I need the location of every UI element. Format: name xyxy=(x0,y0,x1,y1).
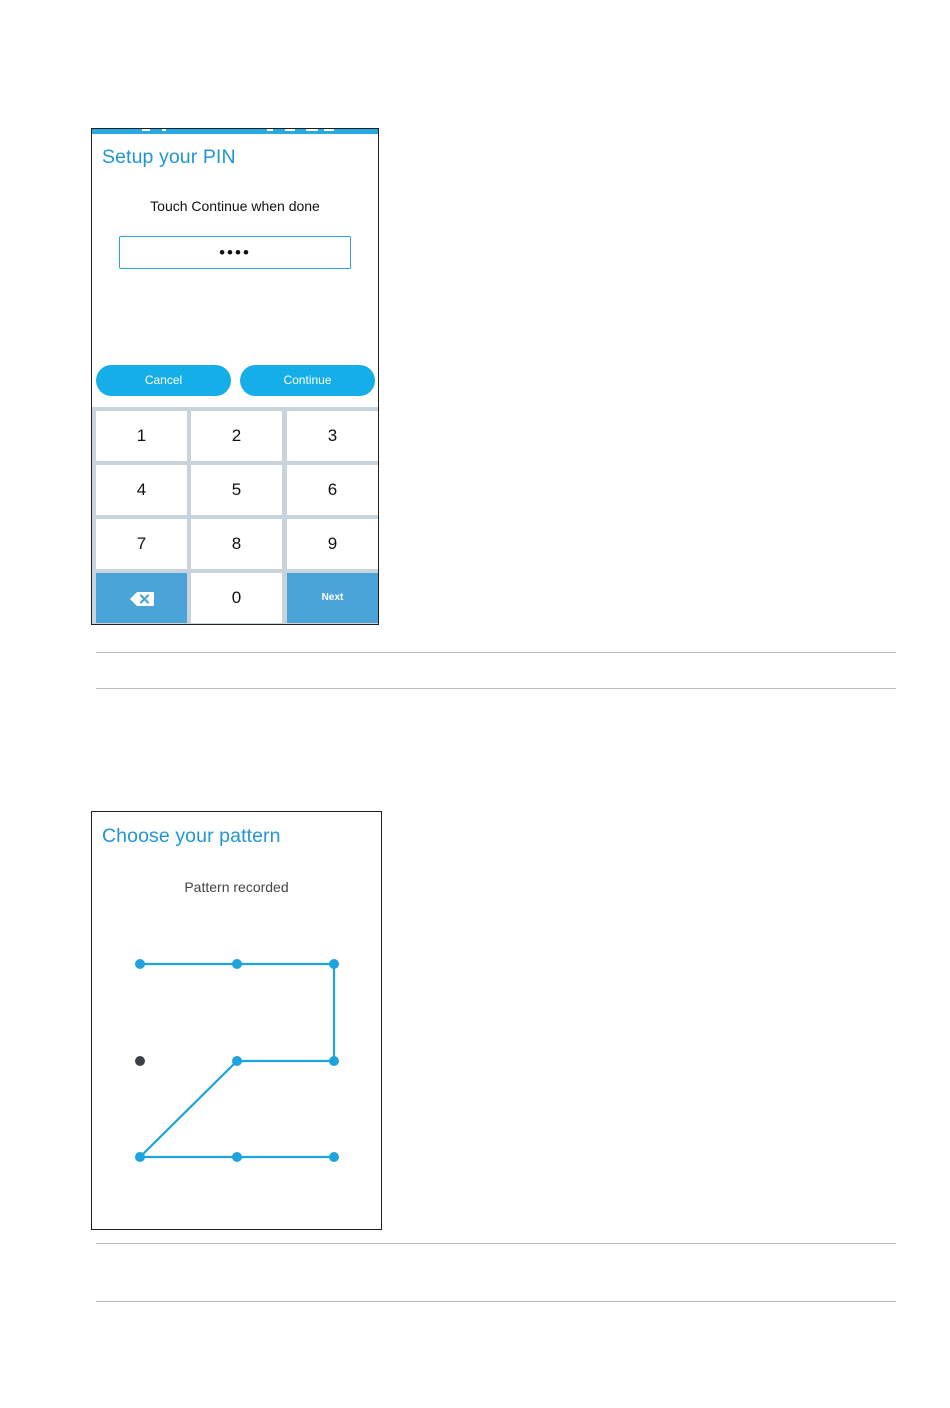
key-0[interactable]: 0 xyxy=(191,573,282,623)
instruction-text: Touch Continue when done xyxy=(150,198,320,214)
pattern-dot-2 xyxy=(232,959,242,969)
next-key[interactable]: Next xyxy=(287,573,378,623)
pattern-dot-1 xyxy=(135,959,145,969)
status-icon xyxy=(162,129,166,131)
backspace-key[interactable] xyxy=(96,573,187,623)
key-9[interactable]: 9 xyxy=(287,519,378,569)
pattern-dot-8 xyxy=(232,1152,242,1162)
key-3[interactable]: 3 xyxy=(287,411,378,461)
key-4[interactable]: 4 xyxy=(96,465,187,515)
key-2[interactable]: 2 xyxy=(191,411,282,461)
status-icon xyxy=(267,129,273,131)
pattern-setup-screen xyxy=(91,811,382,1230)
divider xyxy=(96,688,896,689)
pattern-dot-5 xyxy=(232,1056,242,1066)
status-icon xyxy=(285,129,295,131)
key-8[interactable]: 8 xyxy=(191,519,282,569)
numeric-keypad xyxy=(92,407,378,625)
cancel-button[interactable]: Cancel xyxy=(96,365,231,396)
page-title: Choose your pattern xyxy=(102,825,281,847)
status-icon xyxy=(306,129,318,131)
status-icon xyxy=(324,129,334,131)
pattern-dot-9 xyxy=(329,1152,339,1162)
key-7[interactable]: 7 xyxy=(96,519,187,569)
pin-setup-screen xyxy=(91,128,379,625)
pattern-dot-6 xyxy=(329,1056,339,1066)
pattern-dot-4 xyxy=(135,1056,145,1066)
pattern-grid[interactable] xyxy=(92,812,382,1230)
page-title: Setup your PIN xyxy=(102,146,236,168)
pattern-dot-3 xyxy=(329,959,339,969)
divider xyxy=(96,652,896,653)
key-1[interactable]: 1 xyxy=(96,411,187,461)
key-6[interactable]: 6 xyxy=(287,465,378,515)
backspace-icon xyxy=(130,592,154,606)
divider xyxy=(96,1243,896,1244)
key-5[interactable]: 5 xyxy=(191,465,282,515)
status-icon xyxy=(142,129,150,131)
pattern-status-text: Pattern recorded xyxy=(184,879,289,895)
pin-input[interactable]: •••• xyxy=(119,236,351,269)
pattern-dot-7 xyxy=(135,1152,145,1162)
status-bar xyxy=(92,129,378,134)
divider xyxy=(96,1301,896,1302)
continue-button[interactable]: Continue xyxy=(240,365,375,396)
